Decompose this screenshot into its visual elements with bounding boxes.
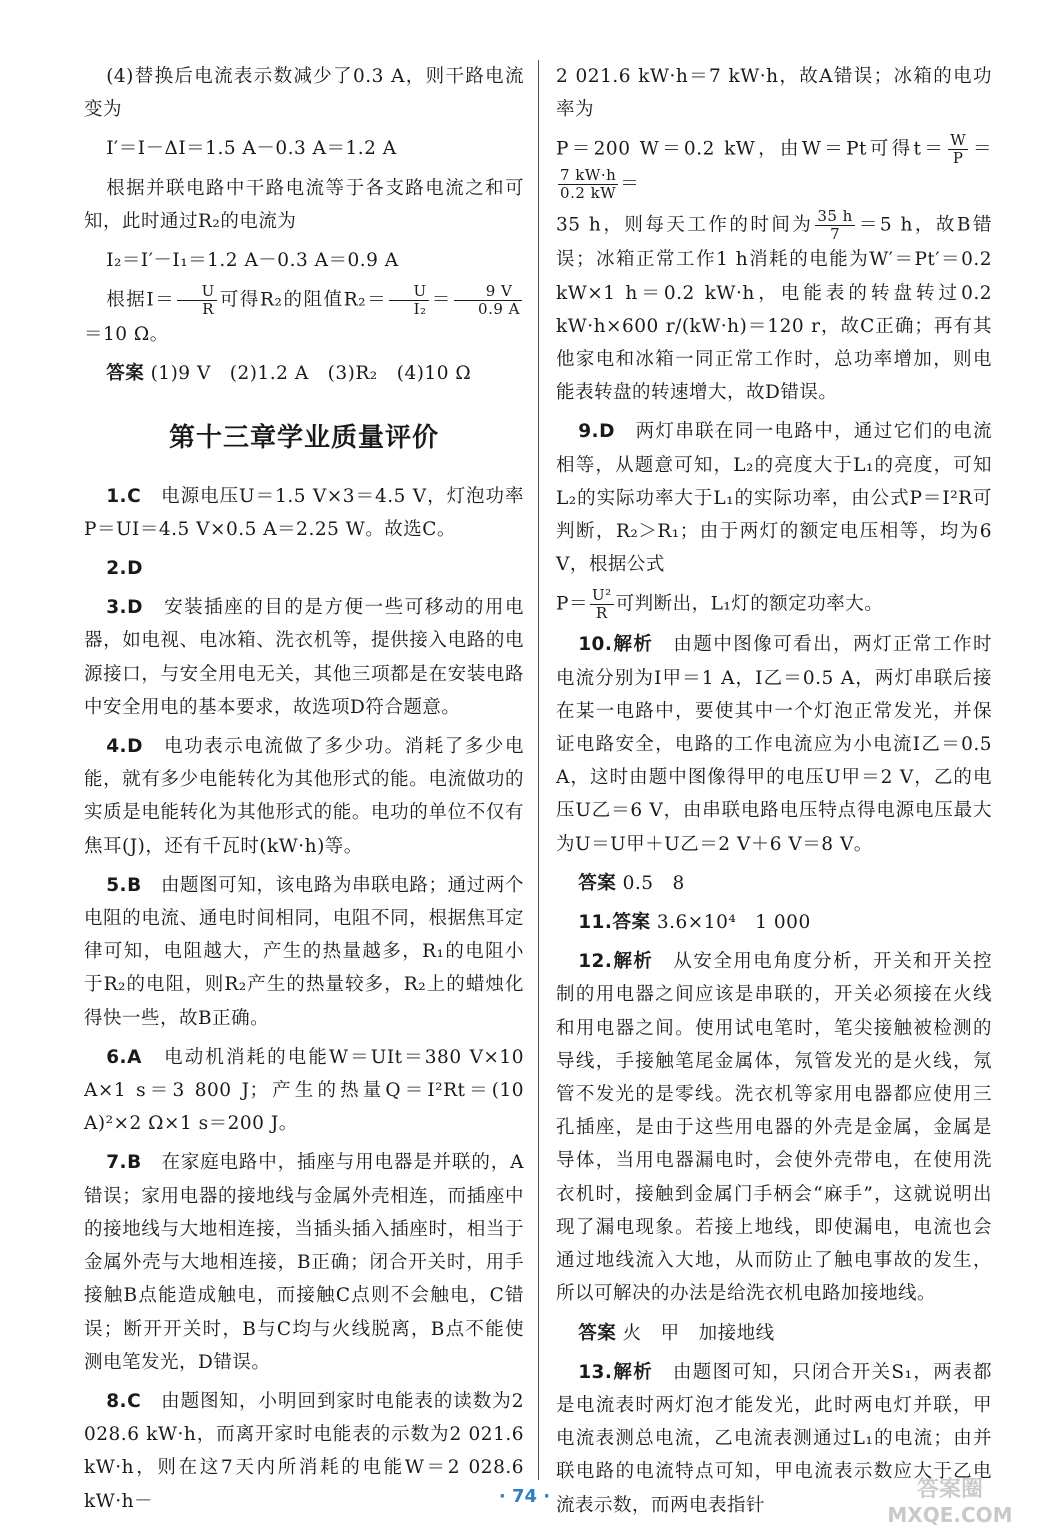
- text-run: ＝10 Ω。: [84, 324, 169, 346]
- question-6: [84, 1041, 524, 1141]
- denominator: 0.9 A: [478, 300, 520, 319]
- numerator: 7 kW·h: [560, 166, 617, 185]
- denominator: I₂: [413, 300, 427, 319]
- text-run: P＝: [556, 593, 588, 615]
- question-number: 13.: [578, 1361, 613, 1383]
- paragraph: 根据并联电路中干路电流等于各支路电流之和可知，此时通过R₂的电流为: [84, 177, 524, 232]
- question-2: [84, 552, 524, 585]
- question-10: [556, 628, 992, 860]
- right-column: [556, 60, 992, 1528]
- question-5: [84, 869, 524, 1035]
- left-column: [84, 60, 524, 1524]
- text-run: P＝200 W＝0.2 kW，由W＝Pt可得t＝: [556, 138, 947, 160]
- question-text: 从安全用电角度分析，开关和开关控制的用电器之间应该是串联的，开关必须接在火线和用电器之间。使用试电笔时，笔尖接触被检测的导线，手接触笔尾金属体，氖管发光的是火线，氖管不发光的是零线。洗衣机等家用电器都应使用三孔插座，是由于这些用电器的外壳是金属，金属是导体，当用电器漏电时，会使外壳带电，在使用洗衣机时，接触到金属门手柄会“麻手”，这就说明出现了漏电现象。若接上地线，即使漏电，电流也会通过地线流入大地，从而防止了触电事故的发生，所以可解决的办法是给洗衣机电路加接地线。: [556, 951, 992, 1305]
- answer-label: 答案: [578, 1322, 617, 1344]
- fraction: [815, 208, 855, 243]
- question-number: 11.: [578, 912, 613, 934]
- numerator: 35 h: [817, 207, 853, 226]
- text-run: 35 h，则每天工作的时间为: [556, 214, 814, 236]
- text-run: 根据I＝: [106, 289, 176, 311]
- question-12: [556, 945, 992, 1310]
- watermark-text: 答案圈: [916, 1477, 984, 1502]
- question-number: 1.C: [106, 485, 142, 507]
- denominator: 0.2 kW: [560, 184, 617, 203]
- equation-line: [84, 283, 524, 351]
- denominator: 7: [830, 225, 841, 244]
- question-number: 10.: [578, 634, 613, 656]
- text-run: 可得R₂的阻值R₂＝: [218, 289, 388, 311]
- text-run: ＝: [970, 138, 992, 160]
- question-text: 两灯串联在同一电路中，通过它们的电流相等，从题意可知，L₂的亮度大于L₁的亮度，可知L₂的实际功率大于L₁的实际功率，由公式P＝I²R可判断，R₂＞R₁；由于两灯的额定电压相等，均为6 V，根据公式: [556, 421, 992, 576]
- question-number: 6.A: [106, 1046, 142, 1068]
- paragraph: 2 021.6 kW·h＝7 kW·h，故A错误；冰箱的电功率为: [556, 66, 992, 121]
- question-number: 3.D: [106, 597, 143, 619]
- denominator: P: [952, 149, 964, 168]
- denominator: R: [202, 300, 215, 319]
- paragraph: [556, 208, 992, 409]
- column-divider: [538, 60, 539, 1480]
- answer-label: 答案: [612, 912, 651, 934]
- text-run: 可判断出，L₁灯的额定功率大。: [615, 593, 884, 615]
- answer-text: 0.5 8: [622, 872, 685, 894]
- fraction: [948, 132, 968, 167]
- question-9: [556, 415, 992, 581]
- page-number: · 74 ·: [498, 1486, 551, 1507]
- fraction: [177, 283, 216, 318]
- answer-line: [84, 357, 524, 390]
- answer-text: 3.6×10⁴ 1 000: [656, 912, 811, 934]
- answer-line: [556, 1317, 992, 1350]
- equation-line: I′＝I－ΔI＝1.5 A－0.3 A＝1.2 A: [106, 138, 397, 160]
- answer-text: 火 甲 加接地线: [622, 1322, 775, 1344]
- watermark-url: MXQE.COM: [887, 1503, 1013, 1527]
- answer-text: (1)9 V (2)1.2 A (3)R₂ (4)10 Ω: [150, 363, 472, 385]
- analysis-label: 解析: [612, 951, 654, 973]
- question-number: 12.: [578, 951, 613, 973]
- question-4: [84, 730, 524, 863]
- watermark-logo: [860, 1470, 1040, 1530]
- answer-label: 答案: [106, 363, 145, 385]
- question-number: 9.D: [578, 421, 615, 443]
- question-number: 7.B: [106, 1152, 142, 1174]
- question-number: 2.D: [106, 558, 143, 580]
- section-heading: 第十三章学业质量评价: [168, 422, 439, 453]
- answer-label: 答案: [578, 872, 617, 894]
- question-text: 由题图知，小明回到家时电能表的读数为2 028.6 kW·h，而离开家时电能表的示数为2 021.6 kW·h，则在这7天内所消耗的电能W＝2 028.6 kW·h－: [84, 1390, 524, 1512]
- text-run: ＝: [430, 289, 452, 311]
- answer-line: [556, 867, 992, 900]
- question-text: 电动机消耗的电能W＝UIt＝380 V×10 A×1 s＝3 800 J；产生的热量Q＝I²Rt＝(10 A)²×2 Ω×1 s＝200 J。: [84, 1046, 524, 1135]
- numerator: U²: [591, 586, 612, 605]
- question-text: 由题中图像可看出，两灯正常工作时电流分别为I甲＝1 A，I乙＝0.5 A，两灯串联后接在某一电路中，要使其中一个灯泡正常发光，并保证电路安全，电路的工作电流应为小电流I乙＝0.5 A，这时由题中图像得甲的电压U甲＝2 V，乙的电压U乙＝6 V，由串联电路电压特点得电源电压最大为U＝U甲＋U乙＝2 V＋6 V＝8 V。: [556, 634, 992, 855]
- question-text: 由题图可知，该电路为串联电路；通过两个电阻的电流、通电时间相同，电阻不同，根据焦耳定律可知，电阻越大，产生的热量越多，R₁的电阻小于R₂的电阻，则R₂产生的热量较多，R₂上的蜡烛化得快一些，故B正确。: [84, 874, 524, 1029]
- question-text: 在家庭电路中，插座与用电器是并联的，A错误；家用电器的接地线与金属外壳相连，而插座中的接地线与大地相连接，当插头插入插座时，相当于金属外壳与大地相连接，B正确；闭合开关时，用手接触B点能造成触电，而接触C点则不会触电，C错误；断开开关时，B与C均与火线脱离，B点不能使测电笔发光，D错误。: [84, 1152, 524, 1373]
- question-3: [84, 591, 524, 724]
- text-run: ＝5 h，故B错误；冰箱正常工作1 h消耗的电能为W′＝Pt′＝0.2 kW×1 h＝0.2 kW·h，电能表的转盘转过0.2 kW·h×600 r/(kW·h)＝120 r，故C正确；再有其他家电和冰箱一同正常工作时，总功率增加，则电能表转盘的转速增大，故D错误。: [556, 214, 992, 404]
- equation-line: [556, 587, 992, 622]
- analysis-label: 解析: [612, 1361, 654, 1383]
- analysis-label: 解析: [612, 634, 654, 656]
- question-7: [84, 1146, 524, 1378]
- equation-line: [556, 132, 992, 202]
- question-number: 8.C: [106, 1390, 142, 1412]
- question-text: 电源电压U＝1.5 V×3＝4.5 V，灯泡功率P＝UI＝4.5 V×0.5 A＝2.25 W。故选C。: [84, 485, 524, 540]
- question-1: [84, 480, 524, 546]
- fraction: [454, 283, 522, 318]
- equation-line: I₂＝I′－I₁＝1.2 A－0.3 A＝0.9 A: [106, 250, 399, 272]
- question-text: 由题图可知，只闭合开关S₁，两表都是电流表时两灯泡才能发光，此时两电灯并联，甲电流表测总电流，乙电流表测通过L₁的电流；由并联电路的电流特点可知，甲电流表示数应大于乙电流表示数，而两电表指针: [556, 1361, 992, 1516]
- denominator: R: [595, 604, 608, 623]
- question-number: 4.D: [106, 736, 143, 758]
- numerator: W: [950, 131, 967, 150]
- fraction: [590, 587, 614, 622]
- question-text: 电功表示电流做了多少功。消耗了多少电能，就有多少电能转化为其他形式的能。电流做功的实质是电能转化为其他形式的能。电功的单位不仅有焦耳(J)，还有千瓦时(kW·h)等。: [84, 736, 524, 857]
- numerator: U: [177, 283, 216, 301]
- fraction: [558, 167, 618, 202]
- paragraph: (4)替换后电流表示数减少了0.3 A，则干路电流变为: [84, 66, 524, 121]
- question-11: [556, 906, 992, 939]
- question-text: 安装插座的目的是方便一些可移动的用电器，如电视、电冰箱、洗衣机等，提供接入电路的电源接口，与安全用电无关，其他三项都是在安装电路中安全用电的基本要求，故选项D符合题意。: [84, 597, 524, 718]
- text-run: ＝: [620, 173, 640, 195]
- question-number: 5.B: [106, 874, 142, 896]
- numerator: 9 V: [454, 283, 522, 301]
- numerator: U: [389, 283, 428, 301]
- fraction: [389, 283, 428, 318]
